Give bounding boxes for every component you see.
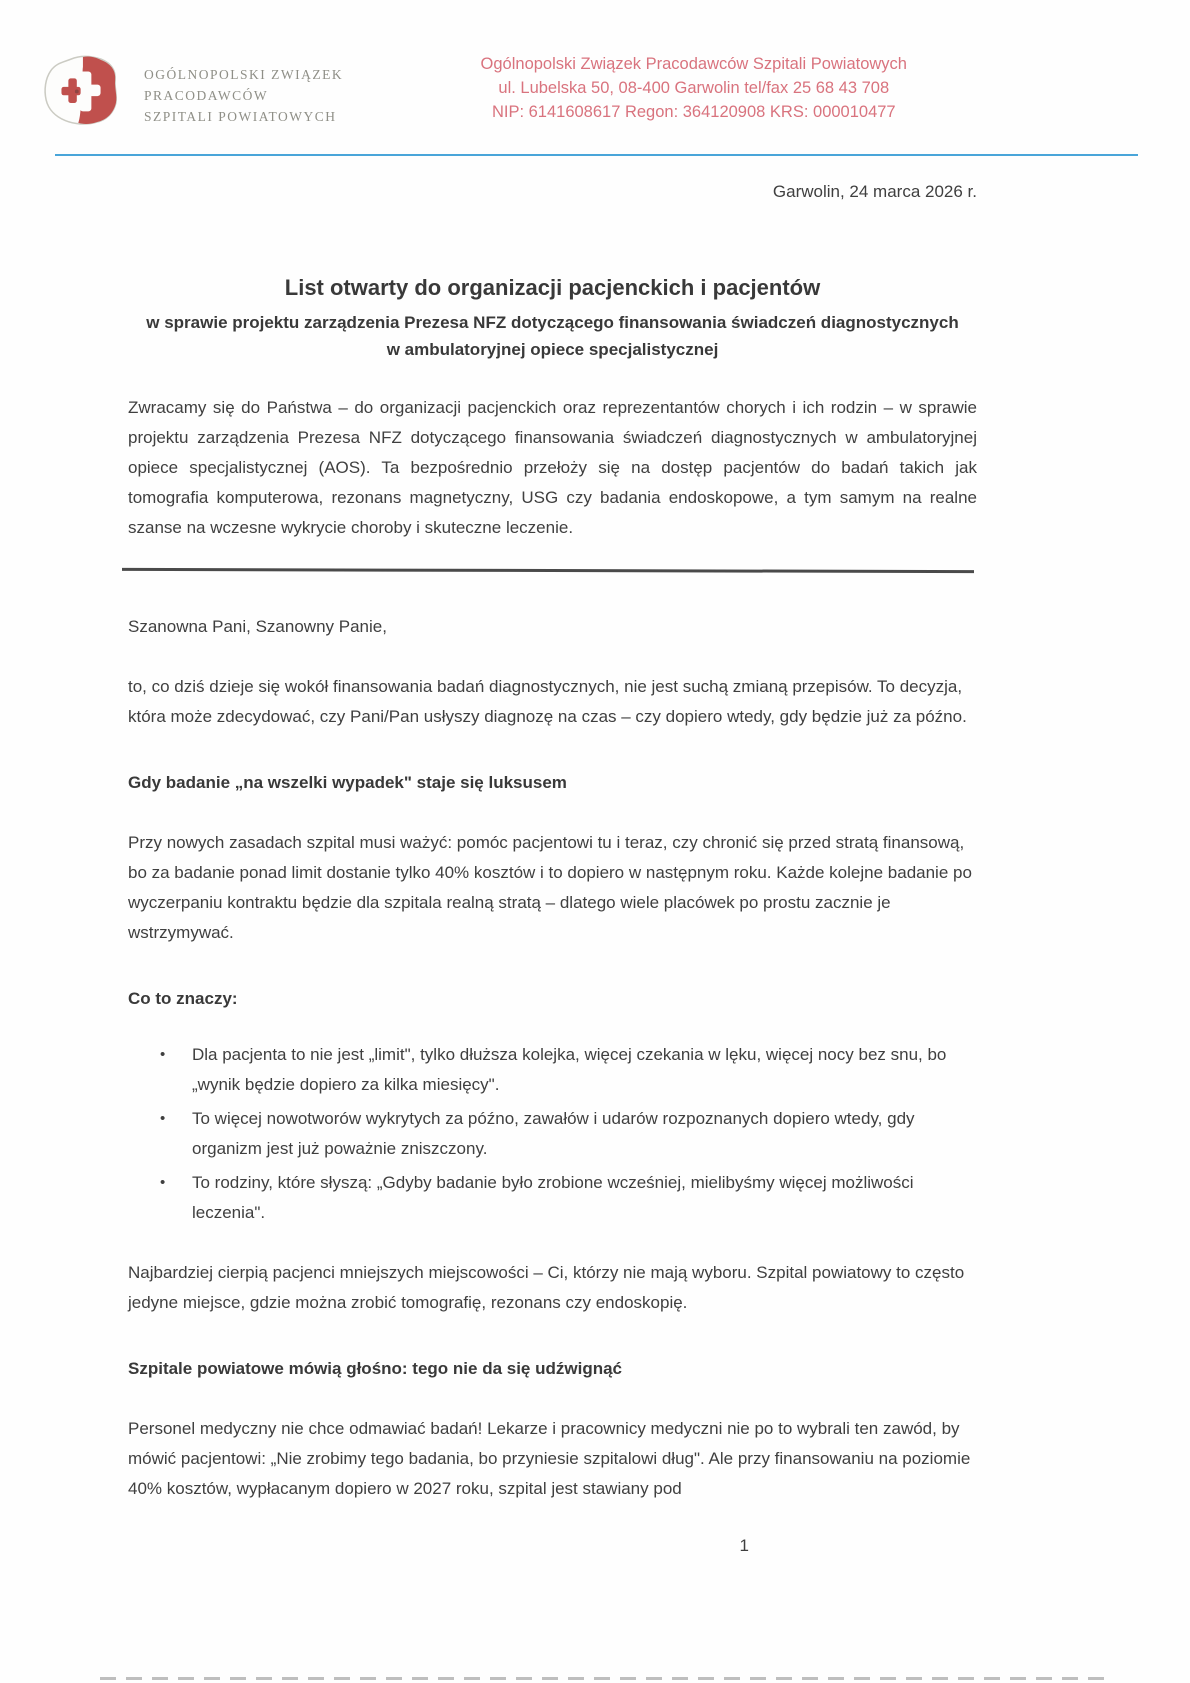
bullet-text: To rodziny, które słyszą: „Gdyby badanie było zrobione wcześniej, mielibyśmy więcej możliwości leczenia". <box>192 1173 914 1222</box>
bullet-item <box>160 1104 977 1164</box>
salutation: Szanowna Pani, Szanowny Panie, <box>128 617 387 636</box>
section-heading-luksus: Gdy badanie „na wszelki wypadek" staje się luksusem <box>128 773 567 792</box>
org-name-caps <box>144 60 343 127</box>
org-logo-group <box>40 50 343 136</box>
paragraph-miejscowosci: Najbardziej cierpią pacjenci mniejszych miejscowości – Ci, którzy nie mają wyboru. Szpital powiatowy to często jedyne miejsce, gdzie można zrobić tomografię, rezonans czy endoskopię. <box>128 1263 965 1312</box>
paragraph-luksus: Przy nowych zasadach szpital musi ważyć: pomóc pacjentowi tu i teraz, czy chronić się przed stratą finansową, bo za badanie ponad limit dostanie tylko 40% kosztów i to dopiero w następnym roku. Każde kolejne badanie po wyczerpaniu kontraktu będzie dla szpitala realną stratą – dlatego wiele placówek po prostu zacznie je wstrzymywać. <box>128 833 972 942</box>
letterhead <box>0 0 1190 136</box>
paragraph-personel: Personel medyczny nie chce odmawiać badań! Lekarze i pracownicy medyczni nie po to wybrali ten zawód, by mówić pacjentowi: „Nie zrobimy tego badania, bo przyniesie szpitalowi dług". Ale przy finansowaniu na poziomie 40% kosztów, wypłacanym dopiero w 2027 roku, szpital jest stawiany pod <box>128 1419 971 1498</box>
bullet-item <box>160 1040 977 1100</box>
letter-body <box>128 274 977 1558</box>
section-divider <box>122 568 974 573</box>
section-heading-znaczy: Co to znaczy: <box>128 989 238 1008</box>
letter-subtitle-line-2: w ambulatoryjnej opiece specjalistycznej <box>386 340 719 359</box>
contact-address: ul. Lubelska 50, 08-400 Garwolin tel/fax 25 68 43 708 <box>498 79 890 97</box>
bullet-item <box>160 1168 977 1228</box>
org-caps-line-1: OGÓLNOPOLSKI ZWIĄZEK <box>144 66 344 82</box>
bullet-text: Dla pacjenta to nie jest „limit", tylko dłuższa kolejka, więcej czekania w lęku, więcej nocy bez snu, bo „wynik będzie dopiero za kilka miesięcy". <box>192 1045 947 1094</box>
bullet-dot-icon: • <box>160 1046 166 1063</box>
intro-paragraph: Zwracamy się do Państwa – do organizacji pacjenckich oraz reprezentantów chorych i ich rodzin – w sprawie projektu zarządzenia Prezesa NFZ dotyczącego finansowania świadczeń diagnostycznych w ambulatoryjnej opiece specjalistycznej (AOS). Ta bezpośrednio przełoży się na dostęp pacjentów do badań takich jak tomografia komputerowa, rezonans magnetyczny, USG czy badania endoskopowe, a tym samym na realne szanse na wczesne wykrycie choroby i skuteczne leczenie. <box>128 398 977 537</box>
letterhead-contact-block <box>481 50 907 124</box>
contact-org-name: Ogólnopolski Związek Pracodawców Szpitali Powiatowych <box>480 55 907 73</box>
letter-title: List otwarty do organizacji pacjenckich i pacjentów <box>284 275 821 300</box>
letter-subtitle-line-1: w sprawie projektu zarządzenia Prezesa NFZ dotyczącego finansowania świadczeń diagnostycznych <box>146 313 959 332</box>
dateline: Garwolin, 24 marca 2026 r. <box>772 182 977 201</box>
section-heading-szpitale: Szpitale powiatowe mówią głośno: tego nie da się udźwignąć <box>128 1359 623 1378</box>
paragraph-intro: to, co dziś dzieje się wokół finansowania badań diagnostycznych, nie jest suchą zmianą przepisów. To decyzja, która może zdecydować, czy Pani/Pan usłyszy diagnozę na czas – czy dopiero wtedy, gdy będzie już za późno. <box>128 677 967 726</box>
bullet-dot-icon: • <box>160 1110 166 1127</box>
org-caps-line-2: PRACODAWCÓW <box>144 87 269 103</box>
bullet-list <box>128 1040 977 1228</box>
letterhead-rule <box>55 154 1138 156</box>
poland-map-logo-icon <box>40 50 132 136</box>
scanner-edge-artifact <box>100 1677 1110 1680</box>
bullet-text: To więcej nowotworów wykrytych za późno, zawałów i udarów rozpoznanych dopiero wtedy, gdy organizm jest już poważnie zniszczony. <box>192 1109 915 1158</box>
bullet-dot-icon: • <box>160 1174 166 1191</box>
contact-registry: NIP: 6141608617 Regon: 364120908 KRS: 000010477 <box>491 103 896 121</box>
page-number: 1 <box>739 1536 749 1555</box>
org-caps-line-3: SZPITALI POWIATOWYCH <box>144 108 337 124</box>
